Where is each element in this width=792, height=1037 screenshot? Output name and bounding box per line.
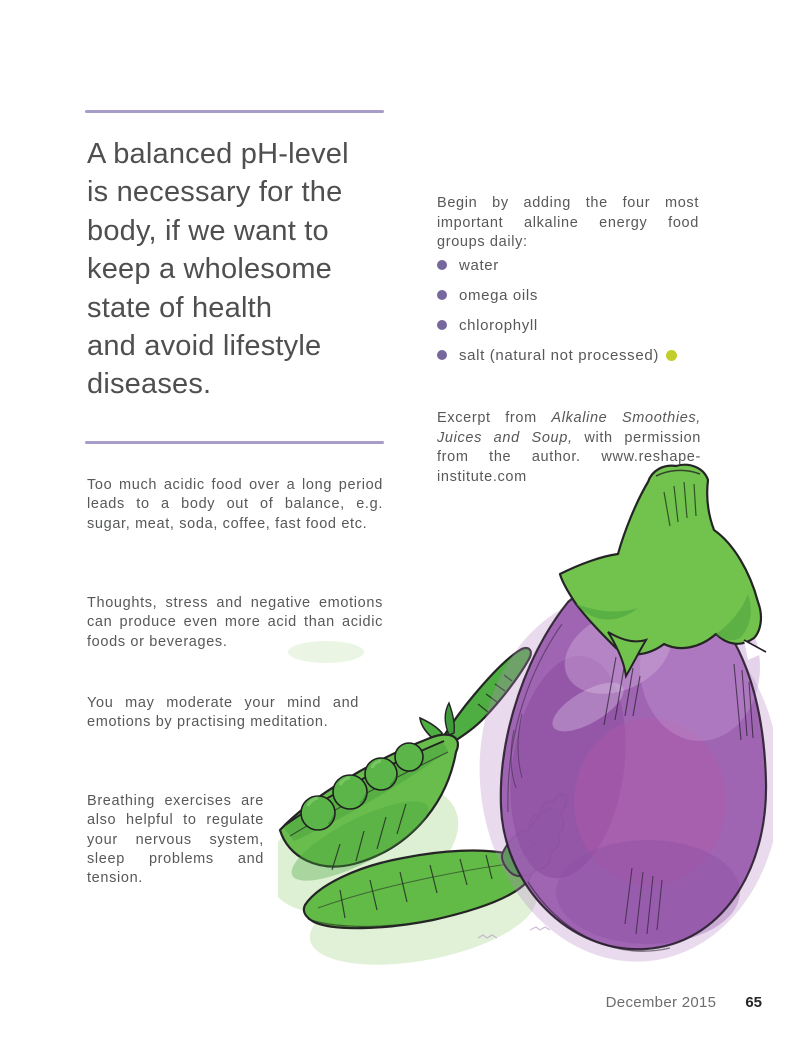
page-footer [606, 994, 762, 1011]
excerpt-book-title: Alkaline Smoothies, Juices and Soup, [437, 410, 701, 446]
alkaline-intro-text: Begin by adding the four most important alkaline energy food groups daily: [437, 195, 699, 251]
alkaline-food-list [437, 250, 707, 370]
heading-line: A balanced pH-level [87, 138, 349, 170]
bullet-icon [437, 290, 447, 300]
bullet-icon [437, 260, 447, 270]
list-item-label: chlorophyll [459, 316, 538, 334]
divider-line-bottom [85, 441, 384, 444]
list-item-label: omega oils [459, 286, 539, 304]
list-item-omega-oils [437, 280, 707, 310]
list-item-salt [437, 340, 707, 370]
excerpt-prefix: Excerpt from [437, 410, 537, 426]
paragraph-meditation: You may moderate your mind and emotions by practising meditation. [87, 695, 359, 731]
heading-line: diseases. [87, 368, 212, 401]
bullet-icon [437, 350, 447, 360]
divider-line-top [85, 110, 384, 113]
bullet-icon [437, 320, 447, 330]
eggplant-illustration [468, 452, 773, 972]
list-item-label: salt (natural not processed) [459, 346, 659, 364]
heading-line: and avoid lifestyle [87, 330, 322, 363]
list-item-label: water [459, 256, 499, 274]
paragraph-breathing: Breathing exercises are also helpful to regulate your nervous system, sleep problems and tension. [87, 793, 264, 887]
heading-line: state of health [87, 291, 273, 324]
page-number: 65 [745, 994, 762, 1011]
list-item-chlorophyll [437, 310, 707, 340]
yellow-dot-icon [666, 350, 677, 361]
issue-date: December 2015 [605, 994, 717, 1011]
pull-quote-heading [87, 135, 407, 404]
heading-line: keep a wholesome [87, 253, 333, 286]
paragraph-thoughts-stress: Thoughts, stress and negative emotions can produce even more acid than acidic foods or beverages. [87, 595, 383, 650]
excerpt-suffix: with permission from the author. [437, 429, 701, 466]
excerpt-url: www.reshape-institute.com [437, 449, 701, 485]
heading-line: is necessary for the [87, 176, 343, 209]
heading-line: body, if we want to [87, 214, 329, 247]
paragraph-acidic-food: Too much acidic food over a long period leads to a body out of balance, e.g. sugar, meat, soda, coffee, fast food etc. [87, 477, 383, 532]
list-item-water [437, 250, 707, 280]
